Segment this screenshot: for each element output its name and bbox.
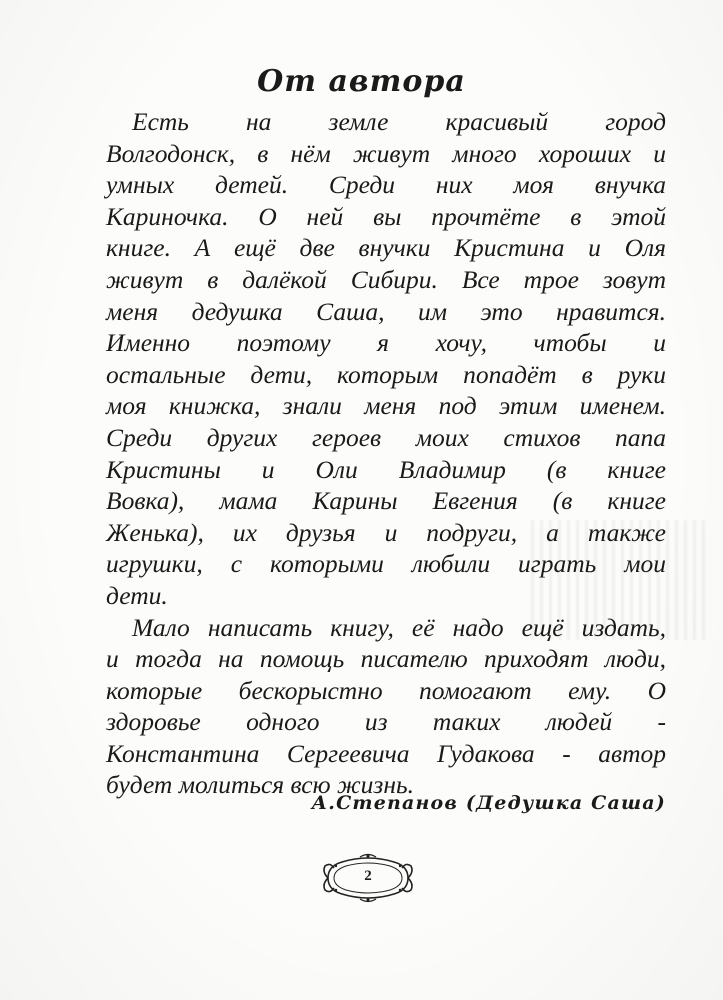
text-line: Женька), их друзья и подруги, а также	[106, 517, 666, 547]
text-line: остальные дети, которым попадёт в руки	[106, 359, 666, 389]
text-line: Мало написать книгу, её надо ещё издать,	[132, 612, 666, 642]
text-line: умных детей. Среди них моя внучка	[106, 170, 666, 200]
text-line: меня дедушка Саша, им это нравится.	[106, 296, 666, 326]
text-line: Вовка), мама Карины Евгения (в книге	[106, 486, 666, 516]
text-line: Волгодонск, в нём живут много хороших и	[106, 138, 666, 168]
text-line: дети.	[106, 580, 168, 610]
text-line: здоровье одного из таких людей -	[106, 707, 666, 737]
text-line: Среди других героев моих стихов папа	[106, 422, 666, 452]
text-line: Константина Сергеевича Гудакова - автор	[106, 738, 666, 768]
text-line: моя книжка, знали меня под этим именем.	[106, 391, 666, 421]
body-text	[106, 106, 666, 801]
text-line: игрушки, с которыми любили играть мои	[106, 549, 666, 579]
text-line: и тогда на помощь писателю приходят люди,	[106, 644, 666, 674]
text-line: которые бескорыстно помогают ему. О	[106, 675, 666, 705]
text-line: живут в далёкой Сибири. Все трое зовут	[106, 264, 666, 294]
text-line: будет молиться всю жизнь.	[106, 770, 414, 800]
author-signature: А.Степанов (Дедушка Саша)	[311, 792, 666, 814]
text-line: Именно поэтому я хочу, чтобы и	[106, 328, 666, 358]
text-line: Кристины и Оли Владимир (в книге	[106, 454, 666, 484]
text-line: книге. А ещё две внучки Кристина и Оля	[106, 233, 666, 263]
page-title: От автора	[257, 64, 466, 99]
page-number: 2	[364, 868, 372, 884]
text-line: Кариночка. О ней вы прочтёте в этой	[106, 201, 666, 231]
text-line: Есть на земле красивый город	[132, 107, 666, 136]
